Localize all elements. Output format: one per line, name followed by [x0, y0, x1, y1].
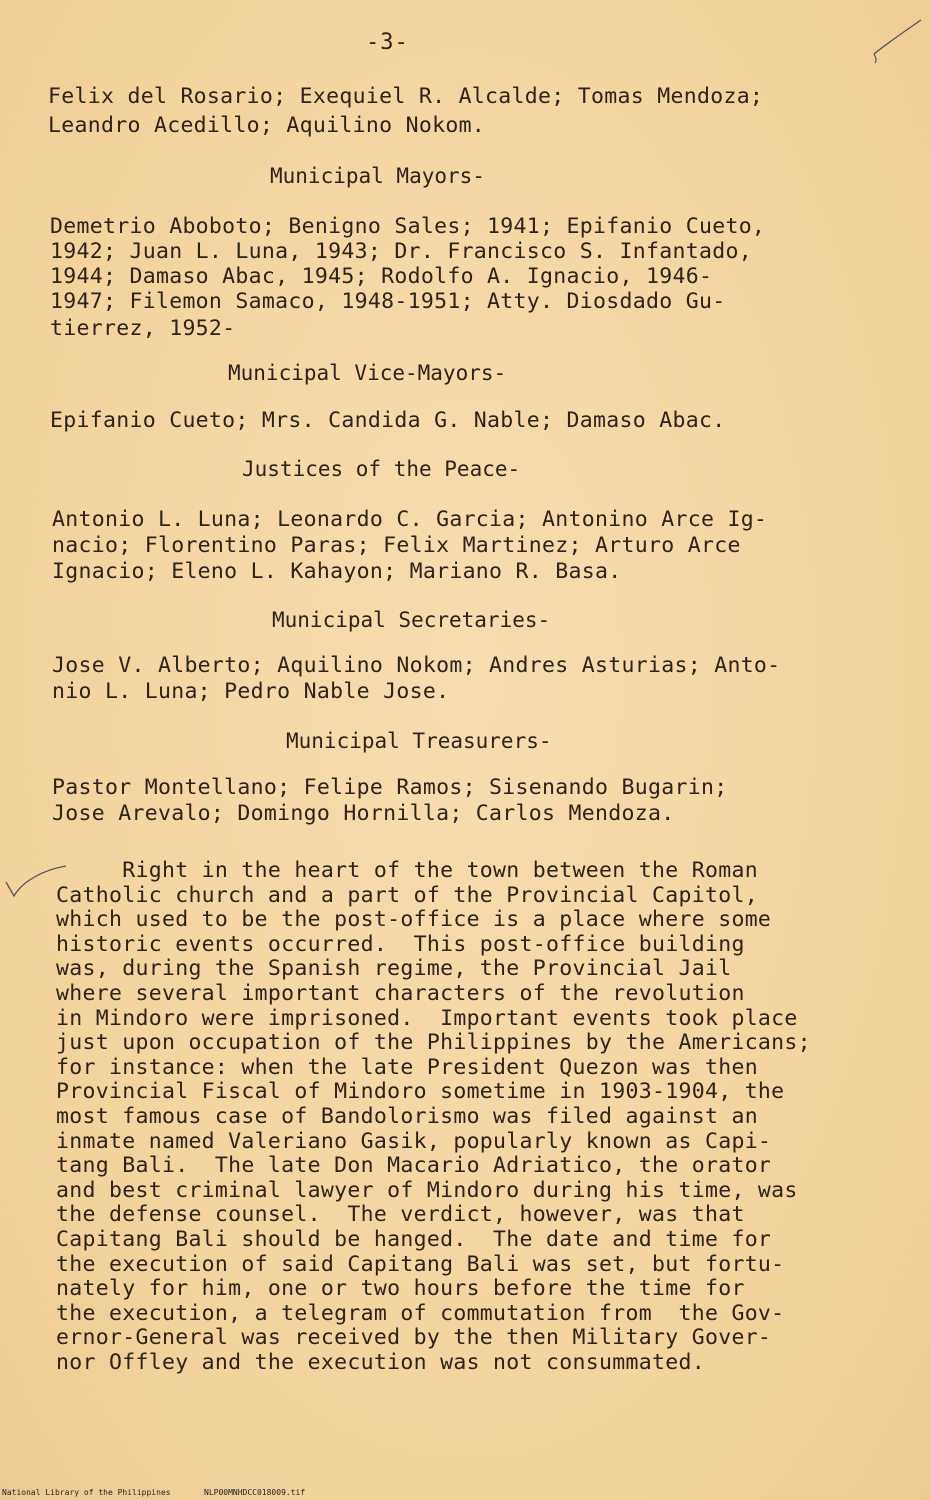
text-line: just upon occupation of the Philippines by the Americans; — [56, 1030, 811, 1056]
text-line: 1942; Juan L. Luna, 1943; Dr. Francisco S. Infantado, — [50, 239, 752, 264]
text-line: Demetrio Aboboto; Benigno Sales; 1941; Epifanio Cueto, — [50, 214, 766, 239]
text-line: Antonio L. Luna; Leonardo C. Garcia; Antonino Arce Ig- — [52, 507, 768, 532]
text-line: the execution, a telegram of commutation from the Gov- — [56, 1300, 785, 1326]
text-line: the defense counsel. The verdict, however, was that — [56, 1202, 745, 1228]
text-line: Capitang Bali should be hanged. The date and time for — [56, 1227, 772, 1252]
text-line: Leandro Acedillo; Aquilino Nokom. — [48, 113, 486, 138]
text-line: Right in the heart of the town between the Roman — [56, 858, 758, 883]
text-line: most famous case of Bandolorismo was filed against an — [56, 1104, 758, 1129]
section-heading: Municipal Mayors- — [270, 164, 485, 188]
text-line: nor Offley and the execution was not consummated. — [56, 1350, 705, 1375]
text-line: Felix del Rosario; Exequiel R. Alcalde; Tomas Mendoza; — [48, 84, 764, 109]
text-line: for instance: when the late President Quezon was then — [56, 1054, 758, 1080]
text-line: Jose V. Alberto; Aquilino Nokom; Andres Asturias; Anto- — [52, 653, 781, 678]
text-line: Epifanio Cueto; Mrs. Candida G. Nable; Damaso Abac. — [50, 408, 726, 433]
text-line: 1947; Filemon Samaco, 1948-1951; Atty. Diosdado Gu- — [50, 289, 726, 314]
text-line: nacio; Florentino Paras; Felix Martinez; Arturo Arce — [52, 533, 741, 558]
text-line: Pastor Montellano; Felipe Ramos; Sisenando Bugarin; — [52, 775, 728, 800]
text-line: nately for him, one or two hours before the time for — [56, 1276, 745, 1302]
section-heading: Municipal Secretaries- — [272, 608, 551, 632]
section-heading: Municipal Treasurers- — [286, 729, 552, 753]
text-line: tang Bali. The late Don Macario Adriatico, the orator — [56, 1153, 772, 1179]
text-line: Jose Arevalo; Domingo Hornilla; Carlos Mendoza. — [52, 801, 675, 826]
text-line: in Mindoro were imprisoned. Important events took place — [56, 1005, 798, 1031]
text-line: 1944; Damaso Abac, 1945; Rodolfo A. Ignacio, 1946- — [50, 264, 713, 289]
text-line: and best criminal lawyer of Mindoro during his time, was — [56, 1177, 798, 1203]
section-heading: Justices of the Peace- — [242, 457, 521, 481]
footer-library: National Library of the Philippines — [2, 1488, 171, 1497]
text-line: tierrez, 1952- — [50, 316, 236, 341]
text-line: ernor-General was received by the then Military Gover- — [56, 1325, 772, 1351]
text-line: was, during the Spanish regime, the Provincial Jail — [56, 956, 732, 982]
text-line: historic events occurred. This post-office building — [56, 931, 745, 957]
check-mark-icon — [866, 16, 926, 66]
text-line: Provincial Fiscal of Mindoro sometime in 1903-1904, the — [56, 1079, 785, 1105]
text-line: where several important characters of the revolution — [56, 981, 745, 1006]
text-line: the execution of said Capitang Bali was set, but fortu- — [56, 1251, 785, 1277]
text-line: which used to be the post-office is a place where some — [56, 907, 772, 933]
text-line: nio L. Luna; Pedro Nable Jose. — [52, 679, 450, 704]
text-line: Ignacio; Eleno L. Kahayon; Mariano R. Basa. — [52, 559, 622, 584]
text-line: Catholic church and a part of the Provincial Capitol, — [56, 882, 758, 908]
page-number: -3- — [366, 30, 409, 55]
footer-filename: NLP00MNHDCC018009.tif — [204, 1488, 306, 1497]
section-heading: Municipal Vice-Mayors- — [228, 361, 507, 385]
text-line: inmate named Valeriano Gasik, popularly known as Capi- — [56, 1128, 772, 1154]
